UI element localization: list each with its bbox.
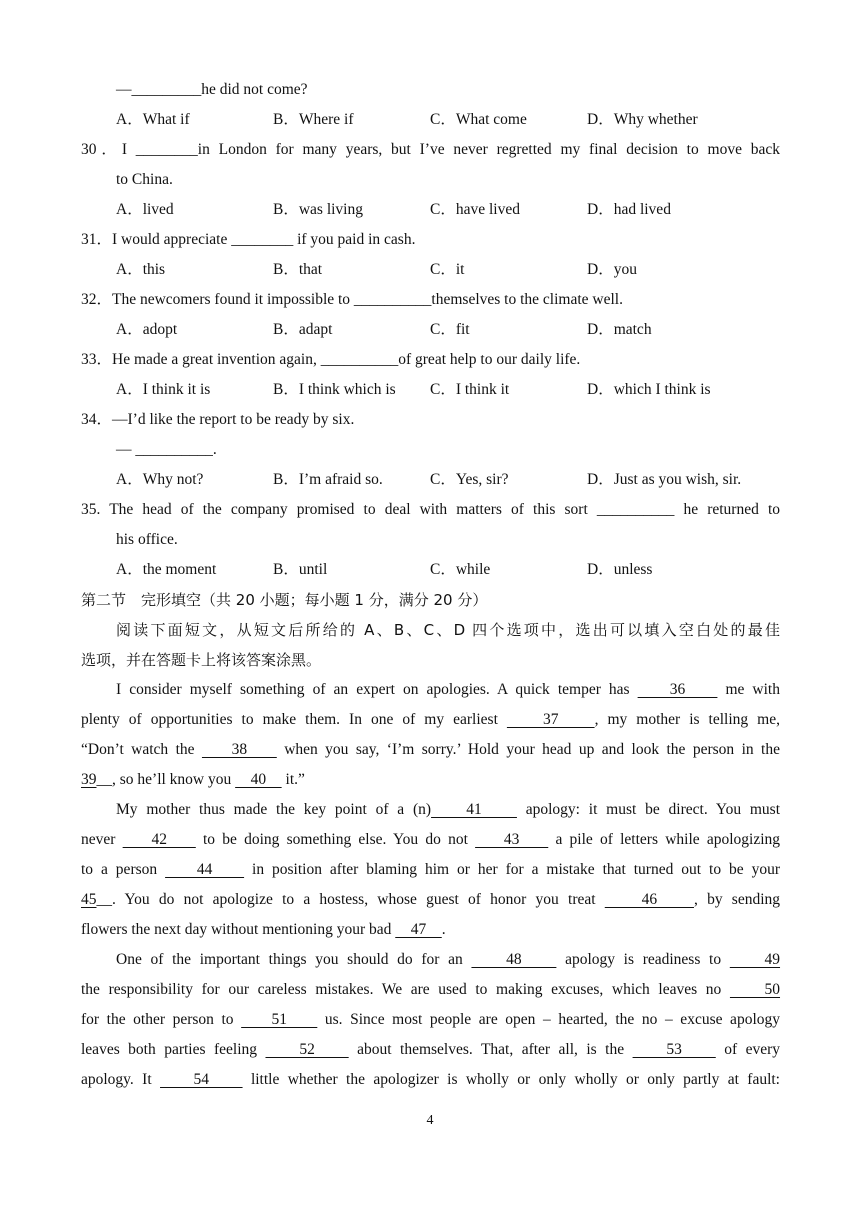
q30-option-b[interactable]: B．was living xyxy=(273,201,363,218)
q35-options xyxy=(116,560,780,580)
passage-text: in position after blaming him or her for a mistake that turned out to be your xyxy=(244,861,780,878)
q35-option-a[interactable]: A．the moment xyxy=(116,561,217,578)
passage-text: us. Since most people are open – hearted, the no – excuse apology xyxy=(317,1011,780,1028)
q32-option-a[interactable]: A．adopt xyxy=(116,321,178,338)
blank-number[interactable]: 38 xyxy=(201,741,277,758)
q29-options xyxy=(116,110,780,130)
q32-option-b[interactable]: B．adapt xyxy=(273,321,333,338)
q32-option-d[interactable]: D．match xyxy=(587,321,652,338)
q31-option-c[interactable]: C．it xyxy=(430,261,465,278)
q34-option-a[interactable]: A．Why not? xyxy=(116,471,204,488)
passage-line xyxy=(116,800,780,820)
passage-text: for the other person to xyxy=(81,1011,242,1028)
blank-number[interactable]: 41 xyxy=(431,801,517,818)
section-instructions-line1: 阅读下面短文，从短文后所给的 A、B、C、D 四个选项中，选出可以填入空白处的最佳 xyxy=(116,621,780,639)
section-heading: 第二节 完形填空（共 20 小题；每小题 1 分，满分 20 分） xyxy=(81,591,488,609)
q31-stem: 31．I would appreciate ________ if you paid in cash. xyxy=(81,231,416,248)
q31-options xyxy=(116,260,780,280)
blank-number[interactable]: 39 xyxy=(81,771,97,788)
passage-text: apology is readiness to xyxy=(556,951,730,968)
q31-option-d[interactable]: D．you xyxy=(587,261,637,278)
q33-stem: 33．He made a great invention again, __________of great help to our daily life. xyxy=(81,351,581,368)
q30-option-c[interactable]: C．have lived xyxy=(430,201,520,218)
q33-option-a[interactable]: A．I think it is xyxy=(116,381,211,398)
passage-line xyxy=(81,1070,780,1090)
passage-line xyxy=(81,920,780,940)
blank-number[interactable]: 37 xyxy=(506,711,595,728)
blank-number[interactable]: 42 xyxy=(122,831,196,848)
q29-option-a[interactable]: A．What if xyxy=(116,111,190,128)
q33-option-d[interactable]: D．which I think is xyxy=(587,381,711,398)
q35-stem-line1: 35. The head of the company promised to deal with matters of this sort __________ he returned to xyxy=(81,501,780,518)
passage-text: little whether the apologizer is wholly or only wholly or only partly at fault: xyxy=(242,1071,780,1088)
passage-line xyxy=(81,710,780,730)
passage-text: of every xyxy=(715,1041,781,1058)
passage-line xyxy=(81,980,780,1000)
blank-number[interactable]: 53 xyxy=(632,1041,716,1058)
q33-option-c[interactable]: C．I think it xyxy=(430,381,510,398)
passage-text: I consider myself something of an expert on apologies. A quick temper has xyxy=(116,681,638,698)
passage-text: flowers the next day without mentioning your bad xyxy=(81,921,396,938)
blank-number[interactable]: 52 xyxy=(265,1041,349,1058)
passage-text: plenty of opportunities to make them. In one of my earliest xyxy=(81,711,507,728)
q32-options xyxy=(116,320,780,340)
passage-text: when you say, ‘I’m sorry.’ Hold your head up and look the person in the xyxy=(276,741,780,758)
q29-option-d[interactable]: D．Why whether xyxy=(587,111,698,128)
passage-line xyxy=(81,860,780,880)
passage-text: a pile of letters while apologizing xyxy=(548,831,781,848)
passage-text: leaves both parties feeling xyxy=(81,1041,266,1058)
q29-stem: —_________he did not come? xyxy=(116,81,308,98)
blank-number[interactable]: 51 xyxy=(241,1011,318,1028)
blank-number[interactable]: 54 xyxy=(160,1071,243,1088)
q34-options xyxy=(116,470,780,490)
q34-stem-line2: — __________. xyxy=(116,441,217,458)
q29-option-b[interactable]: B．Where if xyxy=(273,111,354,128)
passage-line xyxy=(81,830,780,850)
q34-option-c[interactable]: C．Yes, sir? xyxy=(430,471,509,488)
blank-number[interactable]: 49 xyxy=(729,951,781,968)
q35-option-d[interactable]: D．unless xyxy=(587,561,653,578)
q35-stem-line2: his office. xyxy=(116,531,178,548)
passage-text: , by sending xyxy=(693,891,781,908)
blank-number[interactable]: 50 xyxy=(729,981,781,998)
passage-text: me with xyxy=(717,681,780,698)
q31-option-a[interactable]: A．this xyxy=(116,261,166,278)
passage-line xyxy=(81,740,780,760)
passage-text: . xyxy=(441,921,446,938)
blank-number[interactable]: 45 xyxy=(81,891,97,908)
passage-text: to a person xyxy=(81,861,166,878)
passage-text: My mother thus made the key point of a (n) xyxy=(116,801,432,818)
passage-text: the responsibility for our careless mistakes. We are used to making excuses, which leaves no xyxy=(81,981,730,998)
q35-option-b[interactable]: B．until xyxy=(273,561,328,578)
passage-line xyxy=(81,770,780,790)
q30-option-d[interactable]: D．had lived xyxy=(587,201,671,218)
passage-text: to be doing something else. You do not xyxy=(195,831,476,848)
q30-stem-line1: 30．I ________in London for many years, but I’ve never regretted my final decision to move back xyxy=(81,141,780,158)
q34-stem-line1: 34．—I’d like the report to be ready by six. xyxy=(81,411,355,428)
q30-option-a[interactable]: A．lived xyxy=(116,201,174,218)
passage-text: apology. It xyxy=(81,1071,161,1088)
blank-number[interactable]: 46 xyxy=(604,891,694,908)
blank-number[interactable]: 43 xyxy=(475,831,549,848)
q34-option-b[interactable]: B．I’m afraid so. xyxy=(273,471,383,488)
blank-number[interactable]: 48 xyxy=(471,951,557,968)
blank-number[interactable]: 40 xyxy=(235,771,282,788)
passage-text: never xyxy=(81,831,123,848)
passage-text: __. You do not apologize to a hostess, whose guest of honor you treat xyxy=(96,891,605,908)
blank-number[interactable]: 47 xyxy=(395,921,442,938)
q29-option-c[interactable]: C．What come xyxy=(430,111,527,128)
q32-stem: 32．The newcomers found it impossible to __________themselves to the climate well. xyxy=(81,291,623,308)
section-instructions-line2: 选项，并在答题卡上将该答案涂黑。 xyxy=(81,651,322,669)
passage-line xyxy=(81,890,780,910)
passage-line xyxy=(81,1010,780,1030)
passage-line xyxy=(116,950,780,970)
q33-option-b[interactable]: B．I think which is xyxy=(273,381,396,398)
passage-text: about themselves. That, after all, is the xyxy=(348,1041,633,1058)
blank-number[interactable]: 44 xyxy=(165,861,245,878)
q31-option-b[interactable]: B．that xyxy=(273,261,323,278)
q30-stem-line2: to China. xyxy=(116,171,173,188)
passage-text: “Don’t watch the xyxy=(81,741,202,758)
passage-text: it.” xyxy=(281,771,305,788)
passage-text: One of the important things you should do for an xyxy=(116,951,472,968)
passage-text: , my mother is telling me, xyxy=(594,711,780,728)
blank-number[interactable]: 36 xyxy=(637,681,718,698)
q30-options xyxy=(116,200,780,220)
q33-options xyxy=(116,380,780,400)
q34-option-d[interactable]: D．Just as you wish, sir. xyxy=(587,471,742,488)
passage-line xyxy=(81,1040,780,1060)
passage-line xyxy=(116,680,780,700)
q35-option-c[interactable]: C．while xyxy=(430,561,491,578)
page-number: 4 xyxy=(426,1113,434,1128)
q32-option-c[interactable]: C．fit xyxy=(430,321,470,338)
passage-text: __, so he’ll know you xyxy=(96,771,236,788)
passage-text: apology: it must be direct. You must xyxy=(516,801,781,818)
